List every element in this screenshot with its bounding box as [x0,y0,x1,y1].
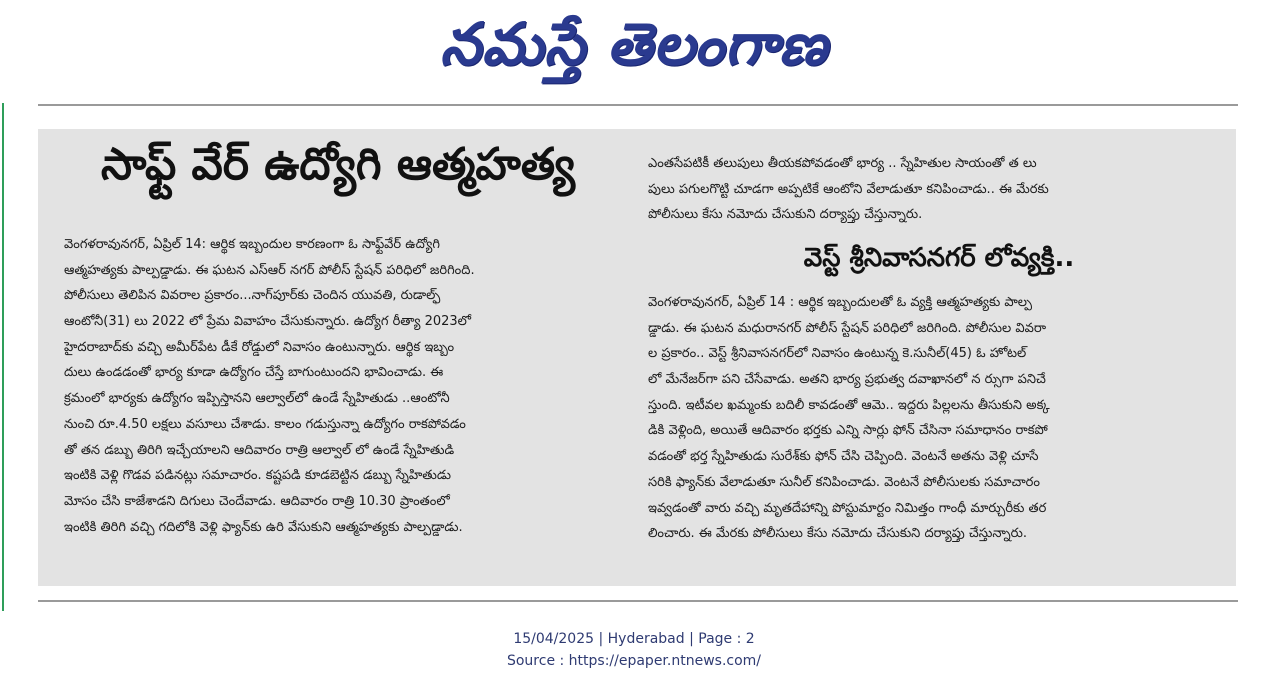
body-line: ఆత్మహత్యకు పాల్పడ్డాడు. ఈ ఘటన ఎస్ఆర్ నగర్ పోలీస్ స్టేషన్ పరిధిలో జరిగింది. [64,262,475,278]
main-article-body [64,232,624,540]
second-article-body [648,290,1230,547]
top-divider [38,104,1238,106]
page-footer [0,628,1268,672]
second-headline: వెస్ట్ శ్రీనివాసనగర్ లోవ్యక్తి.. [803,243,1075,273]
body-line: డ్డాడు. ఈ ఘటన మధురానగర్ పోలీస్ స్టేషన్ పరిధిలో జరిగింది. పోలీసుల వివరా [648,320,1047,336]
body-line: వెంగళరావునగర్, ఏప్రిల్ 14 : ఆర్థిక ఇబ్బందులతో ఓ వ్యక్తి ఆత్మహత్యకు పాల్ప [648,295,1033,310]
body-line: ఎంతసేపటికీ తలుపులు తీయకపోవడంతో భార్య .. స్నేహితుల సాయంతో త లు [648,156,1037,171]
body-line: తో తన డబ్బు తిరిగి ఇచ్చేయాలని ఆదివారం రాత్రి ఆల్వాల్ లో ఉండే స్నేహితుడి [64,442,455,458]
source-link[interactable]: Source : https://epaper.ntnews.com/ [506,653,762,669]
masthead-logo-text: నమస్తే తెలంగాణ [440,10,828,78]
body-line: లించారు. ఈ మేరకు పోలీసులు కేసు నమోదు చేసుకుని దర్యాప్తు చేస్తున్నారు. [648,526,1027,542]
body-line: మోసం చేసి కాజేశాడని దిగులు చెందేవాడు. ఆదివారం రాత్రి 10.30 ప్రాంతంలో [64,493,450,509]
body-line: ఇంటికి వెళ్లి గొడవ పడినట్లు సమాచారం. కష్టపడి కూడబెట్టిన డబ్బు స్నేహితుడు [64,468,451,484]
body-line: డికి వెళ్లింది, అయితే ఆదివారం భర్తకు ఎన్ని సార్లు ఫోన్ చేసినా సమాధానం రాకపో [648,423,1048,439]
body-line: ఆంటోనీ(31) లు 2022 లో ప్రేమ వివాహం చేసుకున్నారు. ఉద్యోగ రీత్యా 2023లో [64,314,472,330]
newspaper-masthead [0,2,1268,86]
main-article-continuation [648,151,1230,228]
body-line: వెంగళరావునగర్, ఏప్రిల్ 14: ఆర్థిక ఇబ్బందుల కారణంగా ఓ సాఫ్ట్‌వేర్ ఉద్యోగి [64,237,440,252]
body-line: పులు పగులగొట్టి చూడగా అప్పటికే ఆంటోని వేలాడుతూ కనిపించాడు.. ఈ మేరకు [648,181,1049,197]
body-line: సరికి ఫ్యాన్‌కు వేలాడుతూ సునీల్ కనిపించాడు. వెంటనే పోలీసులకు సమాచారం [648,474,1040,490]
body-line: దులు ఉండడంతో భార్య కూడా ఉద్యోగం చేస్తే బాగుంటుందని భావించాడు. ఈ [64,365,444,381]
body-line: పోలీసులు తెలిపిన వివరాల ప్రకారం...నాగ్‌పూర్‌కు చెందిన యువతి, రుడాల్ఫ్ [64,288,441,304]
article-clipping [38,129,1236,586]
body-line: వడంతో భర్త స్నేహితుడు సురేశ్‌కు ఫోన్ చేసి చెప్పింది. వెంటనే అతను వెళ్లి చూసే [648,449,1039,465]
bottom-divider [38,600,1238,602]
side-divider [2,103,4,611]
body-line: ఇవ్వడంతో వారు వచ్చి మృతదేహాన్ని పోస్టుమార్టం నిమిత్తం గాంధీ మార్చురీకు తర [648,500,1047,516]
body-line: నుంచి రూ.4.50 లక్షలు వసూలు చేశాడు. కాలం గడుస్తున్నా ఉద్యోగం రాకపోవడం [64,416,466,432]
body-line: పోలీసులు కేసు నమోదు చేసుకుని దర్యాప్తు చేస్తున్నారు. [648,207,923,223]
main-headline: సాఫ్ట్ వేర్ ఉద్యోగి ఆత్మహత్య [100,139,576,190]
body-line: ఇంటికి తిరిగి వచ్చి గదిలోకి వెళ్లి ఫ్యాన్‌కు ఉరి వేసుకుని ఆత్మహత్యకు పాల్పడ్డాడు. [64,519,463,535]
edition-info: 15/04/2025 | Hyderabad | Page : 2 [513,631,755,647]
body-line: లో మేనేజర్‌గా పని చేసేవాడు. అతని భార్య ప్రభుత్వ దవాఖానలో న ర్సుగా పనిచే [648,372,1046,388]
body-line: హైదరాబాద్‌కు వచ్చి అమీర్‌పేట డీకే రోడ్డులో నివాసం ఉంటున్నారు. ఆర్థిక ఇబ్బం [64,339,455,355]
body-line: ల ప్రకారం.. వెస్ట్ శ్రీనివాసనగర్‌లో నివాసం ఉంటున్న కె.సునీల్(45) ఓ హోటల్ [648,346,1027,362]
body-line: క్రమంలో భార్యకు ఉద్యోగం ఇప్పిస్తానని ఆల్వాల్‌లో ఉండే స్నేహితుడు ..ఆంటోనీ [64,391,450,407]
body-line: స్తుంది. ఇటీవల ఖమ్మంకు బదిలీ కావడంతో ఆమె.. ఇద్దరు పిల్లలను తీసుకుని అక్క [648,397,1050,413]
